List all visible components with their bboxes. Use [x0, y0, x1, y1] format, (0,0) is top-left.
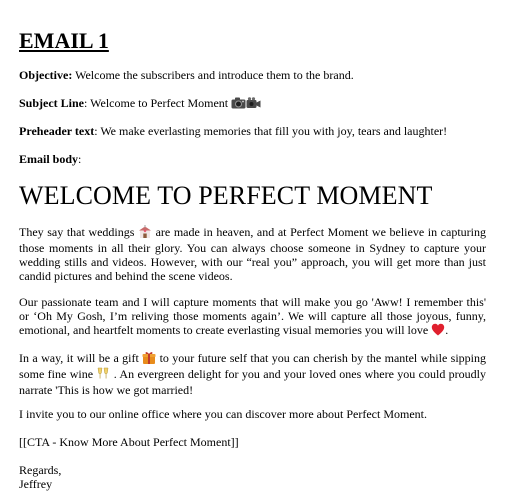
- subject-text: : Welcome to Perfect Moment: [84, 96, 232, 110]
- objective-line: [19, 68, 354, 83]
- paragraph-intro: They say that weddings are made in heaven, and at Perfect Moment we believe in capturing those moments in all their glory. You can always choose someone in Sydney to capture your wedding stills and videos. However, with our “real you” approach, you will get more than just candid pictures and behind the scene videos.: [19, 225, 486, 283]
- gift-icon: [142, 351, 156, 367]
- clinking-glasses-icon: [96, 367, 110, 383]
- paragraph-invite: I invite you to our online office where you can discover more about Perfect Moment.: [19, 407, 427, 421]
- preheader-label: Preheader text: [19, 124, 95, 138]
- objective-label: Objective:: [19, 68, 73, 82]
- email-body-line: [19, 152, 81, 167]
- wedding-chapel-icon: [138, 225, 152, 241]
- cta-placeholder: [[CTA - Know More About Perfect Moment]]: [19, 435, 239, 449]
- preheader-line: [19, 124, 447, 139]
- email-heading: EMAIL 1: [19, 28, 109, 53]
- sign-off: Regards,: [19, 463, 62, 477]
- subject-line: [19, 96, 261, 113]
- email-body-colon: :: [78, 152, 82, 166]
- paragraph-gift: In a way, it will be a gift to your future self that you can cherish by the mantel while sipping some fine wine . An evergreen delight for you and your loved ones where you could proudly narrate 'This is how we got married!: [19, 351, 487, 397]
- subject-label: Subject Line: [19, 96, 85, 110]
- paragraph-team: Our passionate team and I will capture moments that will make you go 'Aww! I remember this' or ‘Oh My Gosh, I’m reliving those moments again’. We will capture all those joyous, funny, emotional, and heartfelt moments to create everlasting visual memories you will love .: [19, 295, 486, 337]
- camera-icon: [231, 97, 246, 113]
- signature: Jeffrey: [19, 477, 53, 491]
- video-camera-icon: [246, 97, 261, 113]
- red-heart-icon: [431, 323, 445, 339]
- objective-text: Welcome the subscribers and introduce them to the brand.: [72, 68, 354, 82]
- email-title: WELCOME TO PERFECT MOMENT: [19, 181, 433, 210]
- email-body-label: Email body: [19, 152, 79, 166]
- preheader-text: : We make everlasting memories that fill you with joy, tears and laughter!: [94, 124, 448, 138]
